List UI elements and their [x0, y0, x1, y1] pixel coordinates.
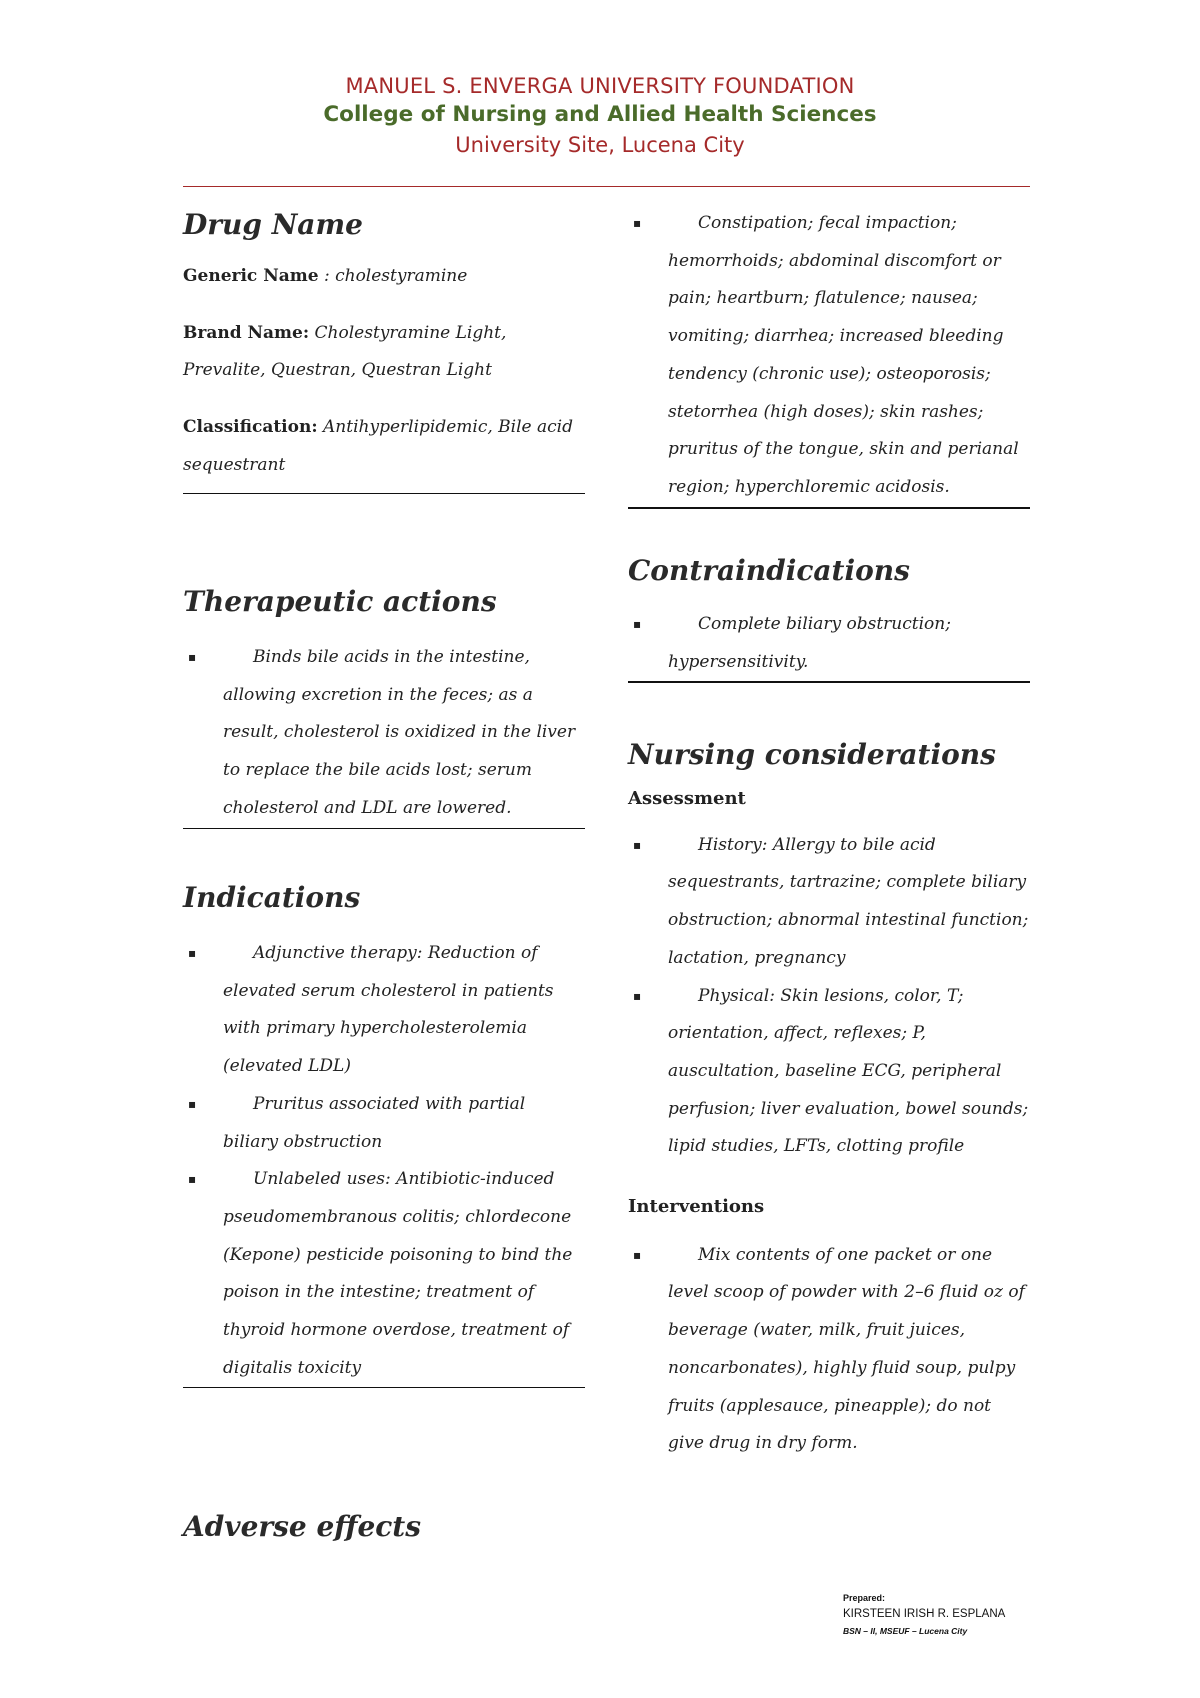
prepared-by	[843, 1590, 1005, 1639]
generic-name-label: Generic Name	[183, 266, 319, 286]
brand-name	[183, 315, 585, 390]
preparer-school: BSN – II, MSEUF – Lucena City	[843, 1626, 968, 1636]
list-item: ▪ Unlabeled uses: Antibiotic-induced pseudomembranous colitis; chlordecone (Kepone) pesticide poisoning to bind the poison in the intestine; treatment of thyroid hormone overdose, treatment of digitalis toxicity	[183, 1161, 585, 1387]
list-item: ▪ Mix contents of one packet or one level scoop of powder with 2–6 fluid oz of beverage (water, milk, fruit juices, noncarbonates), highly fluid soup, pulpy fruits (applesauce, pineapple); do not give drug in dry form.	[628, 1237, 1030, 1463]
list-item: ▪ History: Allergy to bile acid sequestrants, tartrazine; complete biliary obstruction; abnormal intestinal function; lactation, pregnancy	[628, 827, 1030, 978]
prepared-label: Prepared:	[843, 1593, 886, 1603]
preparer-name: KIRSTEEN IRISH R. ESPLANA	[843, 1608, 1006, 1620]
contraindications-section	[628, 551, 1030, 683]
list-item: ▪ Adjunctive therapy: Reduction of elevated serum cholesterol in patients with primary hypercholesterolemia (elevated LDL)	[183, 935, 585, 1086]
generic-name	[183, 258, 585, 296]
document-header	[0, 72, 1200, 160]
interventions-list	[628, 1237, 1030, 1463]
nursing-considerations-section	[628, 735, 1030, 1463]
contraindications-heading: Contraindications	[628, 554, 910, 587]
drug-name-heading: Drug Name	[183, 208, 363, 241]
list-item: ▪ Physical: Skin lesions, color, T; orientation, affect, reflexes; P, auscultation, baseline ECG, peripheral perfusion; liver evaluation, bowel sounds; lipid studies, LFTs, clotting profile	[628, 978, 1030, 1167]
assessment-list	[628, 827, 1030, 1166]
nursing-considerations-heading: Nursing considerations	[628, 738, 996, 771]
indications-list	[183, 935, 585, 1388]
list-item: ▪ Pruritus associated with partial biliary obstruction	[183, 1086, 585, 1161]
list-item: ▪ Constipation; fecal impaction; hemorrhoids; abdominal discomfort or pain; heartburn; flatulence; nausea; vomiting; diarrhea; increased bleeding tendency (chronic use); osteoporosis; stetorrhea (high doses); skin rashes; pruritus of the tongue, skin and perianal region; hyperchloremic acidosis.	[628, 205, 1030, 507]
drug-name-section	[183, 205, 585, 494]
adverse-effects-section	[628, 205, 1030, 509]
assessment-label: Assessment	[628, 788, 746, 809]
indications-section	[183, 878, 585, 1388]
header-divider	[183, 186, 1030, 187]
therapeutic-actions-section	[183, 582, 585, 829]
therapeutic-actions-list	[183, 639, 585, 829]
contraindications-list	[628, 606, 1030, 683]
brand-name-value: Cholestyramine Light, Prevalite, Questran, Questran Light	[183, 322, 507, 381]
list-item: ▪ Complete biliary obstruction; hypersensitivity.	[628, 606, 1030, 681]
brand-name-label: Brand Name:	[183, 322, 310, 343]
list-item: ▪ Binds bile acids in the intestine, allowing excretion in the feces; as a result, cholesterol is oxidized in the liver to replace the bile acids lost; serum cholesterol and LDL are lowered.	[183, 639, 585, 828]
therapeutic-actions-heading: Therapeutic actions	[183, 585, 497, 618]
university-name: MANUEL S. ENVERGA UNIVERSITY FOUNDATION	[345, 74, 855, 98]
indications-heading: Indications	[183, 881, 361, 914]
university-site: University Site, Lucena City	[455, 133, 745, 157]
generic-name-value: : cholestyramine	[318, 266, 468, 286]
adverse-effects-heading-block	[183, 1507, 585, 1547]
classification	[183, 409, 585, 484]
classification-value: Antihyperlipidemic, Bile acid sequestrant	[183, 417, 573, 475]
college-name: College of Nursing and Allied Health Sciences	[323, 102, 877, 127]
interventions-label: Interventions	[628, 1196, 765, 1218]
classification-label: Classification:	[183, 417, 318, 438]
adverse-effects-heading: Adverse effects	[183, 1510, 421, 1543]
adverse-effects-list	[628, 205, 1030, 509]
